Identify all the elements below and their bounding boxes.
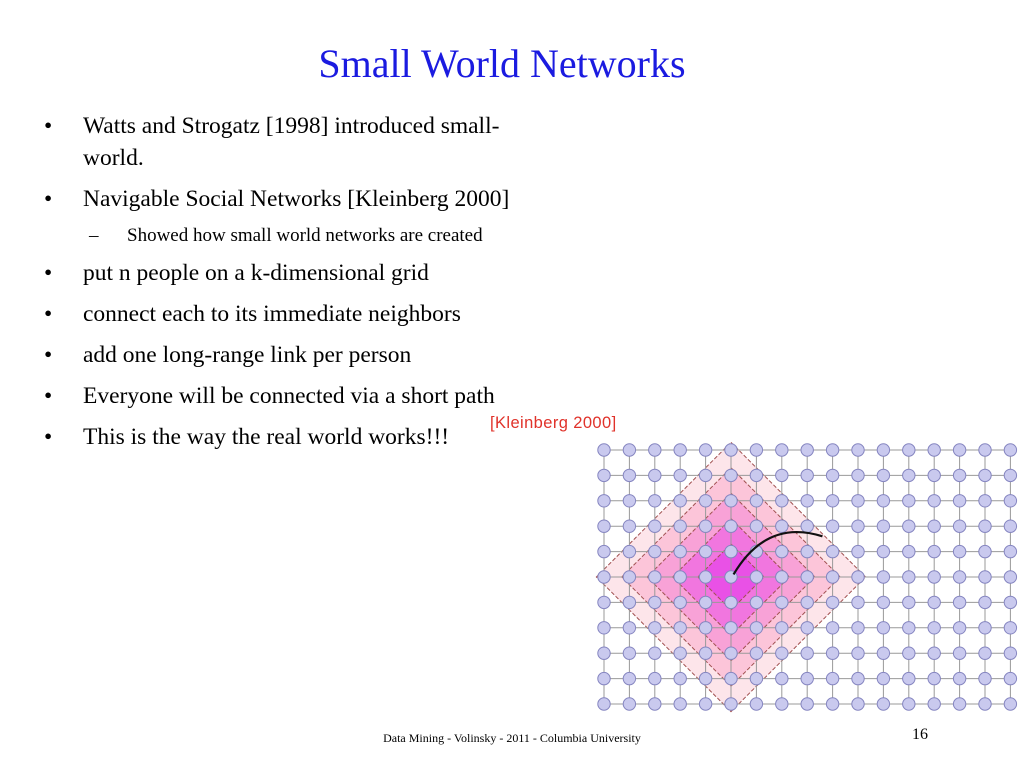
grid-node <box>903 647 915 659</box>
grid-node <box>750 469 762 481</box>
slide-title: Small World Networks <box>318 41 686 86</box>
grid-node <box>623 495 635 507</box>
grid-node <box>699 571 711 583</box>
grid-node <box>928 520 940 532</box>
grid-node <box>674 647 686 659</box>
grid-node <box>903 622 915 634</box>
grid-node <box>725 495 737 507</box>
grid-node <box>674 622 686 634</box>
bullet-text: Everyone will be connected via a short path <box>83 383 495 409</box>
grid-node <box>725 698 737 710</box>
grid-node <box>623 571 635 583</box>
grid-node <box>776 698 788 710</box>
grid-node <box>801 647 813 659</box>
grid-node <box>903 444 915 456</box>
grid-node <box>649 647 661 659</box>
grid-node <box>877 672 889 684</box>
grid-node <box>649 672 661 684</box>
grid-node <box>826 520 838 532</box>
grid-node <box>826 571 838 583</box>
bullet-text: This is the way the real world works!!! <box>83 424 450 450</box>
grid-node <box>750 520 762 532</box>
grid-node <box>928 672 940 684</box>
grid-node <box>750 647 762 659</box>
grid-node <box>674 596 686 608</box>
grid-node <box>649 520 661 532</box>
grid-node <box>826 596 838 608</box>
grid-node <box>598 444 610 456</box>
grid-node <box>750 698 762 710</box>
grid-node <box>877 647 889 659</box>
bullet-item <box>44 339 544 371</box>
bullet-text: put n people on a k-dimensional grid <box>83 260 429 286</box>
grid-node <box>649 545 661 557</box>
grid-node <box>979 647 991 659</box>
grid-node <box>750 622 762 634</box>
grid-node <box>623 672 635 684</box>
grid-node <box>725 520 737 532</box>
grid-node <box>699 622 711 634</box>
grid-node <box>953 545 965 557</box>
grid-node <box>649 622 661 634</box>
grid-node <box>903 520 915 532</box>
grid-node <box>623 647 635 659</box>
grid-node <box>776 444 788 456</box>
grid-node <box>801 469 813 481</box>
grid-node <box>852 444 864 456</box>
bullet-text: Navigable Social Networks [Kleinberg 2000] <box>83 186 510 212</box>
grid-node <box>953 520 965 532</box>
grid-node <box>953 495 965 507</box>
grid-node <box>979 545 991 557</box>
grid-node <box>699 444 711 456</box>
grid-node <box>1004 571 1016 583</box>
grid-node <box>649 495 661 507</box>
grid-node <box>674 520 686 532</box>
grid-node <box>598 596 610 608</box>
grid-node <box>699 469 711 481</box>
grid-node <box>928 469 940 481</box>
grid-node <box>953 596 965 608</box>
bullet-symbol: • <box>44 383 53 409</box>
grid-node <box>649 444 661 456</box>
grid-node <box>674 672 686 684</box>
grid-node <box>801 596 813 608</box>
grid-node <box>776 469 788 481</box>
grid-node <box>776 596 788 608</box>
grid-node <box>877 596 889 608</box>
bullet-item <box>44 257 544 289</box>
bullet-text: connect each to its immediate neighbors <box>83 301 461 327</box>
grid-node <box>928 698 940 710</box>
grid-node <box>598 698 610 710</box>
grid-node <box>1004 444 1016 456</box>
bullet-text: add one long-range link per person <box>83 342 412 368</box>
grid-node <box>598 571 610 583</box>
grid-node <box>674 469 686 481</box>
grid-node <box>750 596 762 608</box>
grid-node <box>598 469 610 481</box>
grid-node <box>1004 495 1016 507</box>
grid-node <box>674 698 686 710</box>
grid-node <box>852 672 864 684</box>
grid-node <box>903 469 915 481</box>
kleinberg-grid-figure <box>590 437 1020 722</box>
grid-node <box>852 596 864 608</box>
sub-bullet-item <box>44 221 544 251</box>
grid-node <box>598 622 610 634</box>
grid-node <box>1004 647 1016 659</box>
grid-node <box>877 571 889 583</box>
grid-node <box>979 698 991 710</box>
grid-node <box>852 495 864 507</box>
grid-node <box>852 622 864 634</box>
grid-node <box>776 672 788 684</box>
grid-node <box>801 672 813 684</box>
grid-node <box>699 698 711 710</box>
grid-node <box>623 698 635 710</box>
grid-node <box>852 647 864 659</box>
grid-node <box>699 672 711 684</box>
grid-node <box>801 571 813 583</box>
grid-node <box>903 672 915 684</box>
grid-node <box>928 545 940 557</box>
grid-node <box>801 698 813 710</box>
grid-node <box>953 672 965 684</box>
bullet-symbol: • <box>44 301 53 327</box>
grid-node <box>826 672 838 684</box>
grid-node <box>598 647 610 659</box>
grid-node <box>649 596 661 608</box>
grid-node <box>979 469 991 481</box>
grid-node <box>750 571 762 583</box>
grid-node <box>979 520 991 532</box>
grid-node <box>801 495 813 507</box>
grid-node <box>877 444 889 456</box>
grid-node <box>649 698 661 710</box>
grid-node <box>649 469 661 481</box>
grid-node <box>776 520 788 532</box>
grid-node <box>903 571 915 583</box>
bullet-text: Watts and Strogatz [1998] introduced small-world. <box>83 113 500 171</box>
grid-node <box>928 571 940 583</box>
bullet-item <box>44 421 544 453</box>
bullet-list <box>44 110 544 462</box>
grid-node <box>953 622 965 634</box>
grid-node <box>903 698 915 710</box>
bullet-symbol: • <box>44 186 53 212</box>
bullet-item <box>44 183 544 215</box>
grid-node <box>953 444 965 456</box>
grid-node <box>1004 469 1016 481</box>
bullet-item <box>44 380 544 412</box>
grid-node <box>623 596 635 608</box>
grid-node <box>674 444 686 456</box>
bullet-item <box>44 298 544 330</box>
grid-node <box>877 545 889 557</box>
grid-node <box>979 622 991 634</box>
grid-node <box>623 520 635 532</box>
grid-node <box>649 571 661 583</box>
bullet-item <box>44 110 544 174</box>
grid-node <box>1004 520 1016 532</box>
bullet-symbol: • <box>44 424 53 450</box>
grid-node <box>877 495 889 507</box>
grid-node <box>826 698 838 710</box>
grid-node <box>725 672 737 684</box>
grid-node <box>877 622 889 634</box>
grid-node <box>953 647 965 659</box>
grid-node <box>852 545 864 557</box>
grid-node <box>826 469 838 481</box>
grid-node <box>877 469 889 481</box>
page-number: 16 <box>912 726 928 743</box>
grid-node <box>725 469 737 481</box>
grid-node <box>776 647 788 659</box>
grid-node <box>674 545 686 557</box>
grid-node <box>1004 545 1016 557</box>
grid-node <box>979 672 991 684</box>
grid-node <box>852 571 864 583</box>
grid-node <box>852 698 864 710</box>
grid-node <box>826 622 838 634</box>
footer-text: Data Mining - Volinsky - 2011 - Columbia University <box>383 731 641 745</box>
grid-node <box>801 622 813 634</box>
grid-node <box>928 444 940 456</box>
grid-node <box>674 495 686 507</box>
grid-node <box>877 698 889 710</box>
grid-node <box>598 520 610 532</box>
grid-node <box>725 622 737 634</box>
grid-node <box>750 672 762 684</box>
grid-node <box>801 520 813 532</box>
grid-node <box>903 545 915 557</box>
grid-node <box>776 495 788 507</box>
grid-node <box>699 647 711 659</box>
grid-node <box>699 596 711 608</box>
grid-node <box>979 596 991 608</box>
grid-node <box>903 596 915 608</box>
grid-node <box>852 520 864 532</box>
grid-node <box>725 596 737 608</box>
grid-node <box>928 596 940 608</box>
grid-node <box>623 545 635 557</box>
grid-node <box>623 622 635 634</box>
grid-node <box>674 571 686 583</box>
sub-bullet-text: Showed how small world networks are created <box>127 225 483 246</box>
grid-node <box>953 571 965 583</box>
bullet-symbol: • <box>44 342 53 368</box>
grid-node <box>1004 698 1016 710</box>
grid-node <box>623 469 635 481</box>
grid-node <box>852 469 864 481</box>
grid-node <box>877 520 889 532</box>
grid-node <box>801 444 813 456</box>
grid-node <box>826 444 838 456</box>
grid-node <box>623 444 635 456</box>
grid-node <box>928 647 940 659</box>
figure-citation: [Kleinberg 2000] <box>490 414 617 432</box>
grid-node <box>928 622 940 634</box>
grid-node <box>801 545 813 557</box>
grid-node <box>725 545 737 557</box>
grid-node <box>776 571 788 583</box>
grid-node <box>699 495 711 507</box>
grid-node <box>776 622 788 634</box>
grid-node <box>725 444 737 456</box>
grid-node <box>699 520 711 532</box>
grid-node <box>598 672 610 684</box>
grid-node <box>598 545 610 557</box>
sub-bullet-symbol: – <box>89 225 99 246</box>
grid-node <box>725 647 737 659</box>
grid-node <box>826 495 838 507</box>
grid-node <box>953 698 965 710</box>
grid-node <box>826 545 838 557</box>
bullet-symbol: • <box>44 113 53 139</box>
grid-node <box>903 495 915 507</box>
bullet-symbol: • <box>44 260 53 286</box>
grid-node <box>979 571 991 583</box>
grid-node <box>1004 596 1016 608</box>
grid-node <box>750 495 762 507</box>
grid-node <box>979 444 991 456</box>
grid-node <box>598 495 610 507</box>
grid-node <box>699 545 711 557</box>
grid-node <box>1004 672 1016 684</box>
grid-node <box>776 545 788 557</box>
grid-node <box>953 469 965 481</box>
grid-node <box>928 495 940 507</box>
grid-node <box>979 495 991 507</box>
grid-node <box>750 444 762 456</box>
grid-node <box>826 647 838 659</box>
grid-node <box>1004 622 1016 634</box>
